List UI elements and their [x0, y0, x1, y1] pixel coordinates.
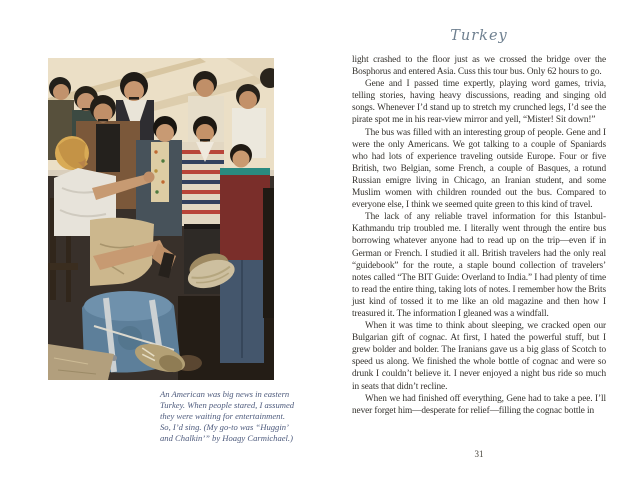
caption-line: Turkey. When people stared, I assumed [160, 400, 295, 410]
paragraph: The lack of any reliable travel information for this Istanbul-Kathmandu trip troubled me. I literally went through the entire bus borrowing whatever anyone had to read up on the trip—even if in German or French. I studied it all. British travelers had the only real “guidebook” for the route, a staple bound collection of travelers’ notes called “The BIT Guide: Overland to India.” I had plenty of time to read the entire thing, taking lots of notes. I remember how the Brits just kind of tossed it to me like an old magazine and then how I treasured it. The information I gleaned was a windfall. [352, 212, 606, 319]
paragraph: light crashed to the floor just as we crossed the bridge over the Bosphorus and entered Asia. Cuss this tour bus. Only 62 hours to go. [352, 55, 606, 78]
paragraph: Gene and I passed time expertly, playing word games, trivia, telling stories, having heavy discussions, reading and singing old songs. Whenever I’d stand up to stretch my crunched legs, I’d see the pirate spot me in his rear-view mirror and yell, “Mister! Sit down!” [352, 79, 606, 126]
right-page [320, 0, 640, 494]
running-header: Turkey [450, 28, 508, 44]
paragraph: When we had finished off everything, Gene had to take a pee. I’ll never forget him—desperate for relief—filling the cognac bottle in [352, 393, 606, 416]
paragraph: The bus was filled with an interesting group of people. Gene and I were the only Americans. We got talking to a couple of Spaniards who had lots of experience traveling outside Europe. Four or five British, two Belgian, some French, a couple of Basques, a rotund Russian emigre living in Chicago, an Iranian student, and some Muslim women with children rounded out the bus. Compared to everyone else, I think we seemed quite green to this kind of travel. [352, 127, 606, 211]
crowd-photo-illustration [48, 58, 274, 380]
page-number: 31 [474, 449, 484, 459]
body-text [352, 54, 606, 417]
caption-line: So, I’d sing. (My go-to was “Huggin’ [160, 422, 289, 432]
photo [48, 58, 274, 380]
paragraph: When it was time to think about sleeping, we cracked open our Bulgarian gift of cognac. At first, I hated the powerful stuff, but I grew bolder and bolder. The Iranians gave us a big glass of Scotch to speed us along. We finished the whole bottle of cognac and were so drunk I couldn’t believe it. I never enjoyed a night bus ride so much in seats that didn’t recline. [352, 321, 606, 392]
caption-line: An American was big news in eastern [160, 389, 290, 399]
caption-line: and Chalkin’” by Hoagy Carmichael.) [160, 433, 293, 443]
photo-caption [160, 389, 310, 444]
caption-line: they were waiting for entertainment. [160, 411, 285, 421]
